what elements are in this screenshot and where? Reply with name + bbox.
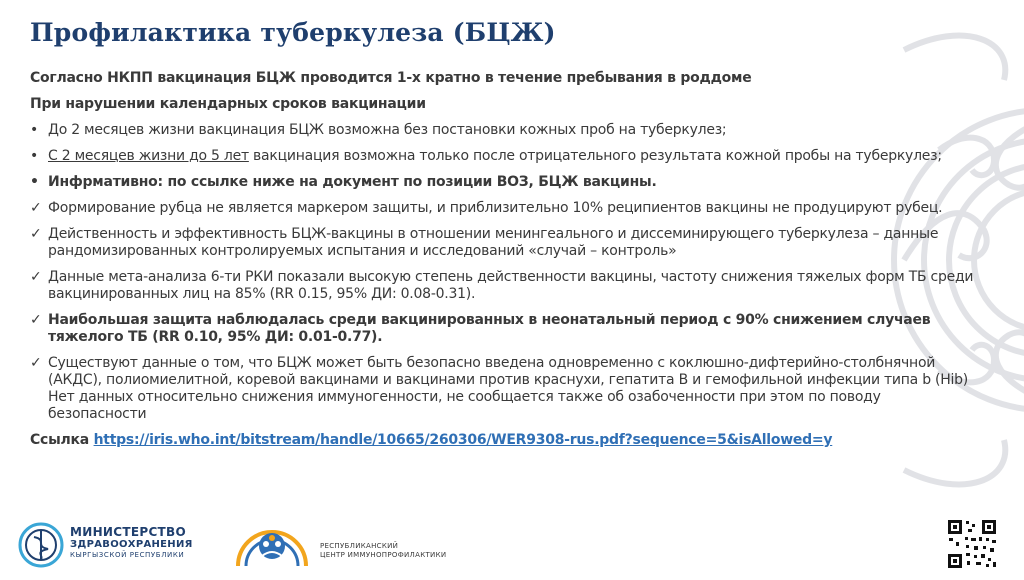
- check-item-4: [30, 312, 980, 346]
- check-marker: ✓: [30, 200, 42, 216]
- ministry-logo: [18, 522, 208, 568]
- check-text: Наибольшая защита наблюдалась среди вакцинированных в неонатальный период с 90% снижением случаев тяжелого ТБ (RR 0.10, 95% ДИ: 0.01-0.77).: [48, 312, 931, 345]
- center-name-line1: РЕСПУБЛИКАНСКИЙ: [320, 542, 399, 550]
- check-text: Данные мета-анализа 6-ти РКИ показали высокую степень действенности вакцины, частоту снижения тяжелых форм ТБ среди вакцинированных лиц на 85% (RR 0.15, 95% ДИ: 0.08-0.31).: [48, 269, 974, 302]
- bullet-marker: •: [30, 122, 39, 138]
- ministry-name-line3: КЫРГЫЗСКОЙ РЕСПУБЛИКИ: [70, 551, 185, 559]
- bullet-item-3: [30, 174, 980, 191]
- reference-label: Ссылка: [30, 432, 89, 448]
- check-item-3: [30, 269, 980, 303]
- check-text: Формирование рубца не является маркером защиты, и приблизительно 10% реципиентов вакцины не продуцируют рубец.: [48, 200, 943, 216]
- immunization-center-emblem-icon: [232, 522, 312, 570]
- intro-line-1: Согласно НКПП вакцинация БЦЖ проводится 1-х кратно в течение пребывания в роддоме: [30, 70, 752, 86]
- check-marker: ✓: [30, 355, 42, 371]
- bullet-text: Инфрмативно: по ссылке ниже на документ по позиции ВОЗ, БЦЖ вакцины.: [48, 174, 657, 190]
- check-marker: ✓: [30, 226, 42, 242]
- bullet-marker: •: [30, 148, 39, 164]
- bullet-marker: •: [30, 174, 39, 190]
- reference-line: [30, 432, 980, 449]
- ministry-name-line2: ЗДРАВООХРАНЕНИЯ: [70, 539, 193, 550]
- intro-line-2: При нарушении календарных сроков вакцинации: [30, 96, 426, 112]
- bullet-item-1: [30, 122, 980, 139]
- check-marker: ✓: [30, 269, 42, 285]
- bullet-text: До 2 месяцев жизни вакцинация БЦЖ возможна без постановки кожных проб на туберкулез;: [48, 122, 727, 138]
- bullet-text: вакцинация возможна только после отрицательного результата кожной пробы на туберкулез;: [248, 148, 942, 164]
- bullet-item-2: [30, 148, 980, 165]
- page-title: Профилактика туберкулеза (БЦЖ): [30, 18, 556, 47]
- check-text: Существуют данные о том, что БЦЖ может быть безопасно введена одновременно с коклюшно-дифтерийно-столбнячной (АКДС), полиомиелитной, коревой вакцинами и вакцинами против краснухи, гепатита В и гемофильной инфекции типа b (Hib) Нет данных относительно снижения иммуногенности, не сообщается также об озабоченности при этом по поводу безопасности: [48, 355, 969, 422]
- who-document-link[interactable]: https://iris.who.int/bitstream/handle/10665/260306/WER9308-rus.pdf?sequence=5&isAllowed=y: [93, 432, 833, 448]
- check-item-2: [30, 226, 980, 260]
- check-text: Действенность и эффективность БЦЖ-вакцины в отношении менингеального и диссеминирующего туберкулеза – данные рандомизированных контролируемых испытания и исследований «случай – контроль»: [48, 226, 939, 259]
- check-item-5: [30, 355, 980, 423]
- bullet-underlined-text: С 2 месяцев жизни до 5 лет: [48, 148, 249, 164]
- immunoprophylaxis-center-logo: [232, 522, 452, 570]
- content-body: [30, 70, 980, 449]
- ministry-emblem-icon: [18, 522, 64, 568]
- check-marker: ✓: [30, 312, 42, 328]
- check-item-1: [30, 200, 980, 217]
- ministry-name-line1: МИНИСТЕРСТВО: [70, 525, 186, 539]
- center-name-line2: ЦЕНТР ИММУНОПРОФИЛАКТИКИ: [320, 551, 447, 559]
- qr-code-icon[interactable]: [946, 518, 998, 570]
